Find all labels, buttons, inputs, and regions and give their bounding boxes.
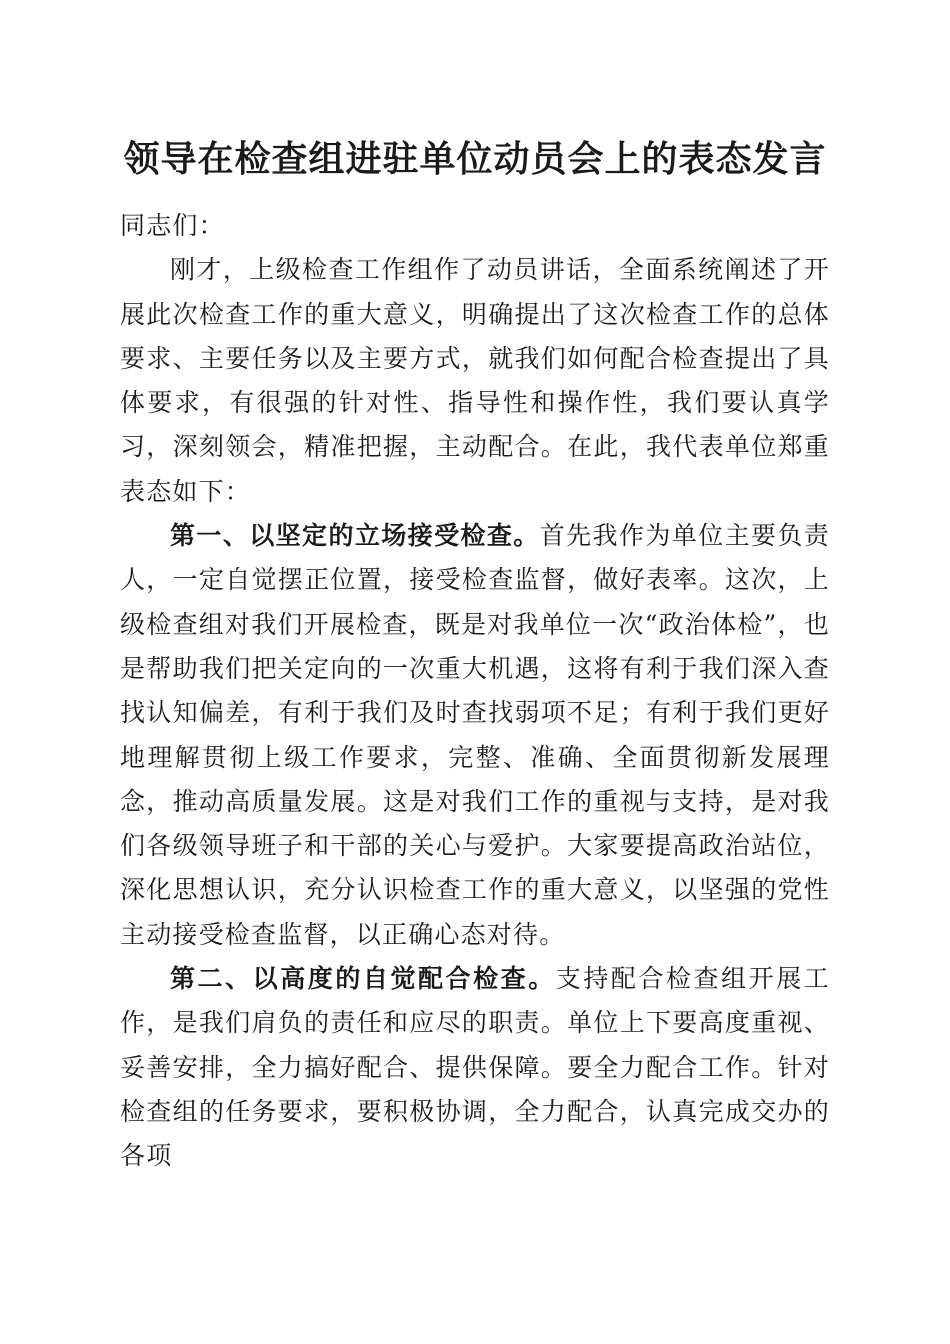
paragraph-second-point: [120, 957, 830, 1178]
paragraph-text: 支持配合检查组开展工作，是我们肩负的责任和应尽的职责。单位上下要高度重视、妥善安排，全力搞好配合、提供保障。要全力配合工作。针对检查组的任务要求，要积极协调，全力配合，认真完成交办的各项: [120, 964, 830, 1171]
paragraph-intro: [120, 248, 830, 514]
document-body: [120, 204, 830, 1179]
paragraph-text: 首先我作为单位主要负责人，一定自觉摆正位置，接受检查监督，做好表率。这次，上级检查组对我们开展检查，既是对我单位一次“政治体检”，也是帮助我们把关定向的一次重大机遇，这将有利于我们深入查找认知偏差，有利于我们及时查找弱项不足；有利于我们更好地理解贯彻上级工作要求，完整、准确、全面贯彻新发展理念，推动高质量发展。这是对我们工作的重视与支持，是对我们各级领导班子和干部的关心与爱护。大家要提高政治站位，深化思想认识，充分认识检查工作的重大意义，以坚强的党性主动接受检查监督，以正确心态对待。: [120, 521, 830, 949]
greeting: 同志们：: [120, 211, 225, 240]
paragraph-text: 刚才，上级检查工作组作了动员讲话，全面系统阐述了开展此次检查工作的重大意义，明确提出了这次检查工作的总体要求、主要任务以及主要方式，就我们如何配合检查提出了具体要求，有很强的针对性、指导性和操作性，我们要认真学习，深刻领会，精准把握，主动配合。在此，我代表单位郑重表态如下：: [120, 255, 830, 506]
paragraph-heading: 第二、以高度的自觉配合检查。: [170, 964, 556, 994]
document-title: 领导在检查组进驻单位动员会上的表态发言: [123, 138, 827, 180]
paragraph-heading: 第一、以坚定的立场接受检查。: [170, 521, 540, 551]
paragraph-first-point: [120, 514, 830, 957]
